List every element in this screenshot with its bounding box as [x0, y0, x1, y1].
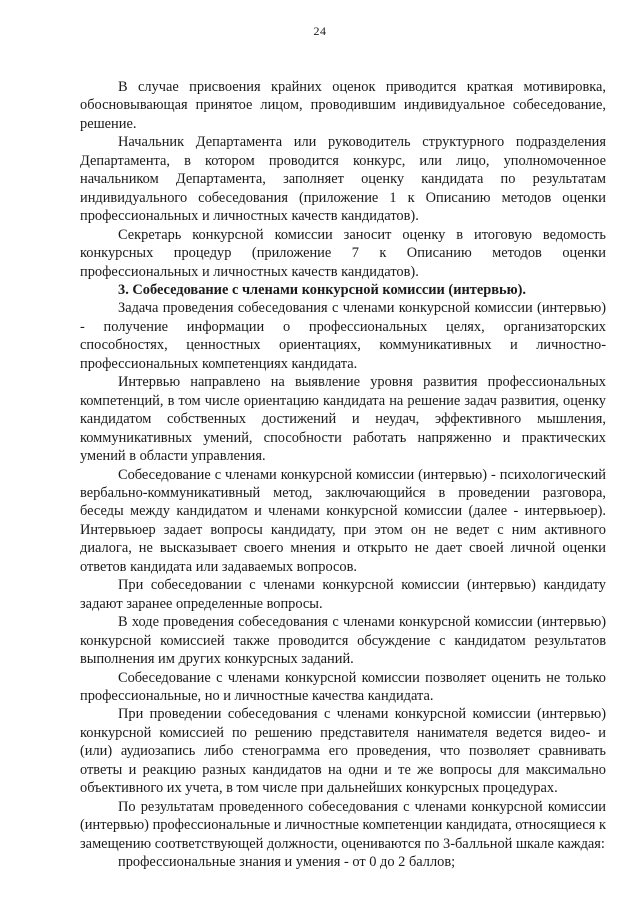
paragraph: Начальник Департамента или руководитель структурного подразделения Департамента, в котором проводится конкурс, или лицо, уполномоченное начальником Департамента, заполняет оценку кандидата по результатам индивидуального собеседования (приложение 1 к Описанию методов оценки профессиональных и личностных качеств кандидатов).: [80, 134, 606, 225]
paragraph: Задача проведения собеседования с членами конкурсной комиссии (интервью) - получение информации о профессиональных целях, организаторских способностях, ценностных ориентациях, коммуникативных и личностно-профессиональных компетенциях кандидата.: [80, 300, 606, 372]
paragraph: В случае присвоения крайних оценок приводится краткая мотивировка, обосновывающая принятое лицом, проводившим индивидуальное собеседование, решение.: [80, 79, 606, 132]
paragraph: Секретарь конкурсной комиссии заносит оценку в итоговую ведомость конкурсных процедур (приложение 7 к Описанию методов оценки профессиональных и личностных качеств кандидатов).: [80, 226, 606, 280]
section-heading: 3. Собеседование с членами конкурсной комиссии (интервью).: [118, 281, 527, 298]
page-number: 24: [313, 24, 327, 38]
paragraph: Собеседование с членами конкурсной комиссии (интервью) - психологический вербально-коммуникативный метод, заключающийся в проведении разговора, беседы между кандидатом и членами конкурсной комиссии (далее - интервьюер). Интервьюер задает вопросы кандидату, при этом он не ведет с ним активного диалога, не высказывает своего мнения и открыто не дает своей личной оценки ответов кандидата или задаваемых вопросов.: [80, 466, 606, 575]
paragraph: При собеседовании с членами конкурсной комиссии (интервью) кандидату задают заранее определенные вопросы.: [80, 577, 606, 612]
paragraph: По результатам проведенного собеседования с членами конкурсной комиссии (интервью) профессиональные и личностные компетенции кандидата, относящиеся к замещению соответствующей должности, оцениваются по 3-балльной шкале каждая:: [80, 798, 606, 852]
paragraph: Интервью направлено на выявление уровня развития профессиональных компетенций, в том числе ориентацию кандидата на решение задач развития, оценку кандидатом собственных достижений и неудач, эффективного мышления, коммуникативных умений, способности работать напряженно и практических умений в области управления.: [80, 374, 606, 465]
paragraph: Собеседование с членами конкурсной комиссии позволяет оценить не только профессиональные, но и личностные качества кандидата.: [80, 669, 606, 704]
paragraph: профессиональные знания и умения - от 0 до 2 баллов;: [118, 854, 456, 871]
paragraph: При проведении собеседования с членами конкурсной комиссии (интервью) конкурсной комиссией по решению представителя нанимателя ведется видео- и (или) аудиозапись либо стенограмма его проведения, что позволяет сравнивать ответы и реакцию разных кандидатов на одни и те же вопросы для максимально объективного их учета, в том числе при дальнейших конкурсных процедурах.: [80, 706, 606, 797]
paragraph: В ходе проведения собеседования с членами конкурсной комиссии (интервью) конкурсной комиссией также проводится обсуждение с кандидатом результатов выполнения им других конкурсных заданий.: [80, 614, 606, 668]
document-body: [80, 78, 606, 871]
